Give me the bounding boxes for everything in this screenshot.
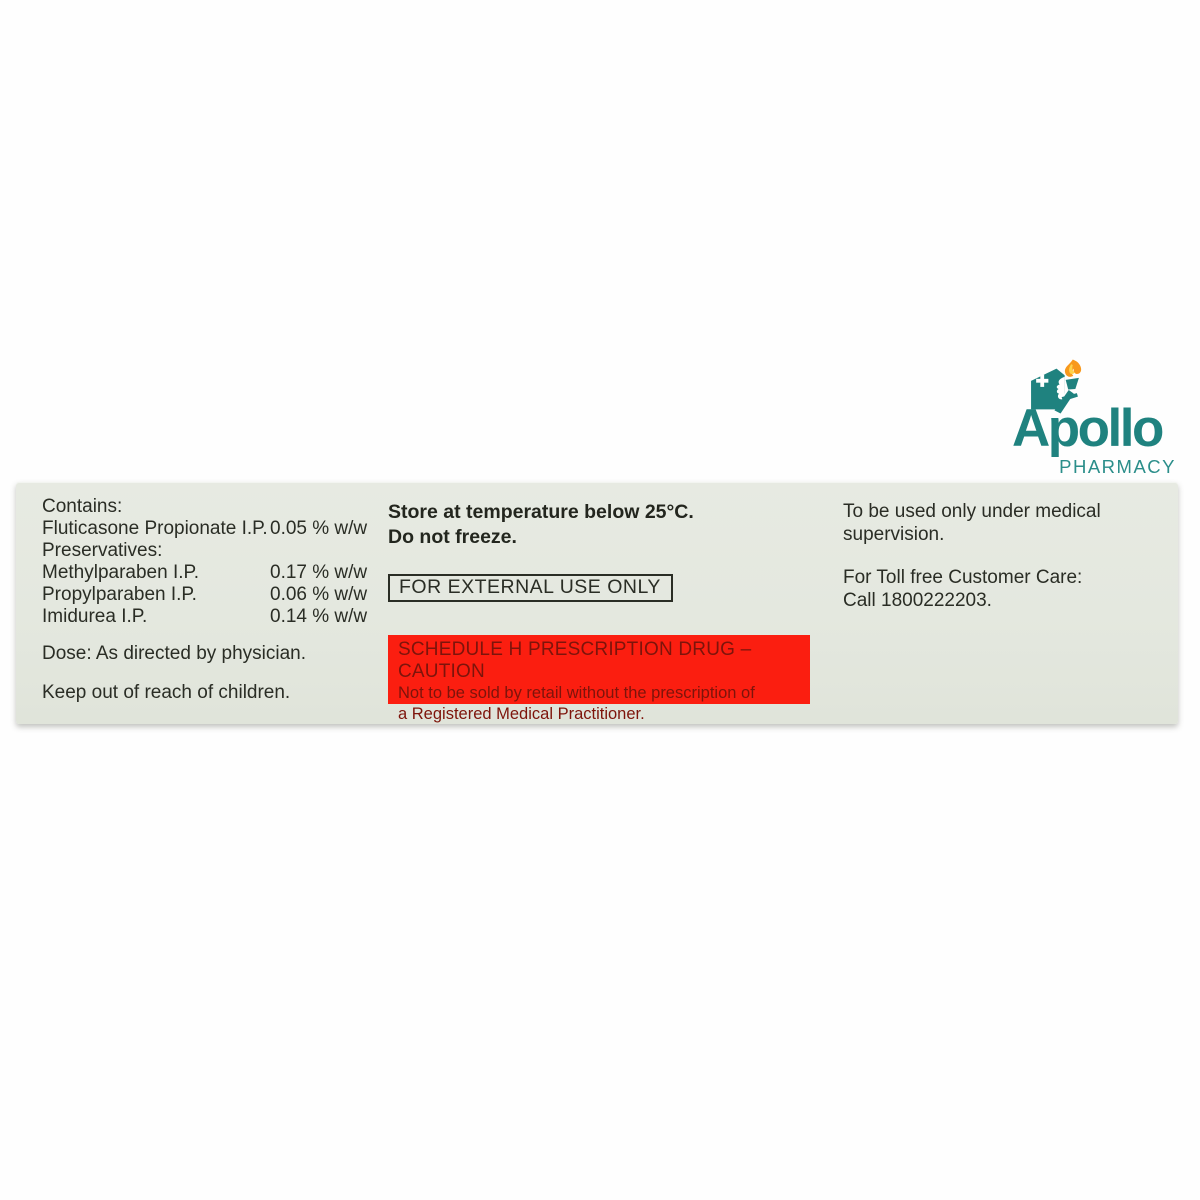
storage-instruction-line2: Do not freeze. [388, 526, 517, 548]
schedule-h-caution-box [388, 635, 810, 723]
storage-caution-column [388, 500, 818, 723]
ingredient-row [42, 518, 382, 540]
preservative-name: Imidurea I.P. [42, 606, 148, 627]
external-use-box: FOR EXTERNAL USE ONLY [388, 574, 673, 602]
customer-care-line2: Call 1800222203. [843, 590, 992, 611]
customer-care-block [843, 566, 1107, 612]
composition-column [42, 496, 382, 704]
caution-text-line2: Not to be sold by retail without the prescription of [398, 684, 755, 702]
preservative-value: 0.17 % w/w [270, 562, 368, 583]
preservative-row [42, 562, 382, 584]
ingredient-value: 0.05 % w/w [270, 518, 368, 539]
supervision-column [843, 500, 1107, 612]
preservative-value: 0.14 % w/w [270, 606, 368, 627]
storage-instruction-line1: Store at temperature below 25°C. [388, 501, 694, 523]
ingredient-name: Fluticasone Propionate I.P. [42, 518, 268, 539]
preservative-name: Methylparaben I.P. [42, 562, 200, 583]
label-panel [16, 482, 1178, 724]
preservative-row [42, 584, 382, 606]
brand-name: Apollo [1012, 399, 1162, 458]
preservative-value: 0.06 % w/w [270, 584, 368, 605]
contains-heading: Contains: [42, 496, 123, 517]
preservative-row [42, 606, 382, 628]
caution-text-line3: a Registered Medical Practitioner. [398, 704, 645, 723]
preservative-name: Propylparaben I.P. [42, 584, 197, 605]
caution-title: SCHEDULE H PRESCRIPTION DRUG – CAUTION [398, 639, 752, 682]
dose-instruction: Dose: As directed by physician. [42, 643, 307, 664]
medical-supervision-note: To be used only under medical supervision. [843, 501, 1101, 545]
children-warning: Keep out of reach of children. [42, 682, 291, 703]
customer-care-line1: For Toll free Customer Care: [843, 567, 1083, 588]
brand-tagline: PHARMACY [1059, 456, 1176, 477]
apollo-pharmacy-logo [1012, 356, 1184, 482]
preservatives-heading: Preservatives: [42, 540, 163, 561]
